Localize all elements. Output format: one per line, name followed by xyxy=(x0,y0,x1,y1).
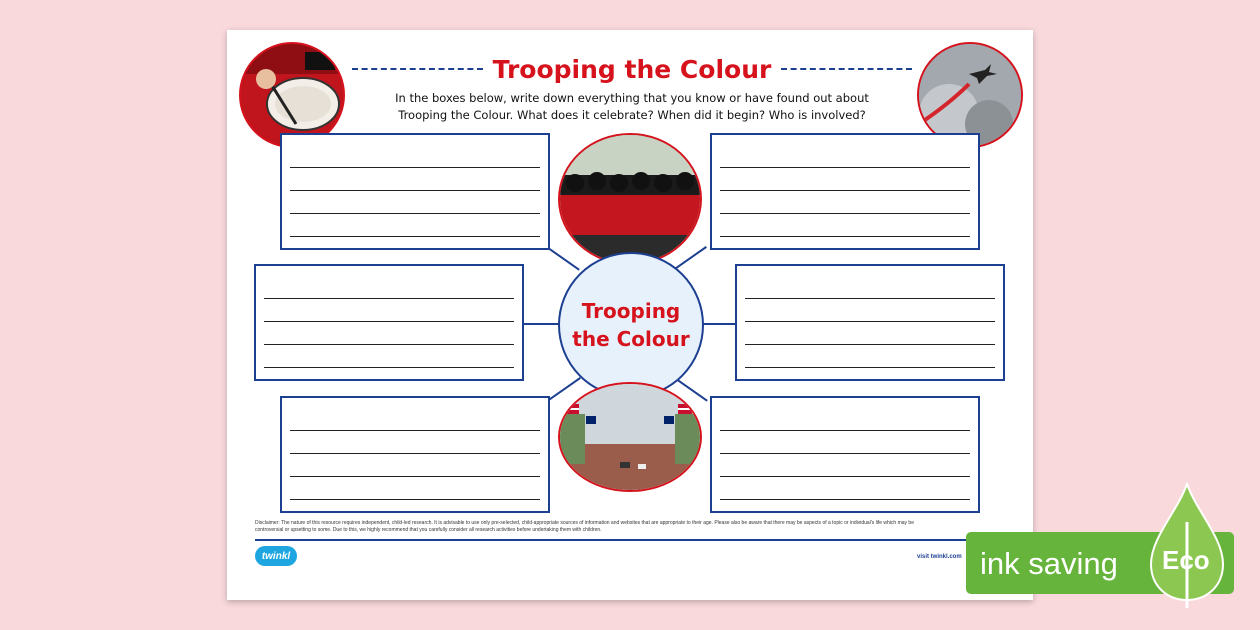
connector-right xyxy=(700,323,736,325)
instructions xyxy=(377,90,887,124)
connector-left xyxy=(524,323,560,325)
writing-box-middle-right[interactable] xyxy=(735,264,1005,381)
central-hub xyxy=(558,252,704,398)
writing-box-middle-left[interactable] xyxy=(254,264,524,381)
badge-label: ink saving xyxy=(980,546,1118,581)
eco-label: Eco xyxy=(1162,545,1210,575)
visit-link[interactable]: visit twinkl.com xyxy=(917,554,962,560)
footer-divider xyxy=(255,539,1007,541)
instructions-line: In the boxes below, write down everything that you know or have found out about xyxy=(395,91,869,105)
connector-top-right xyxy=(673,246,707,271)
disclaimer-line: controversial or upsetting to some. Due to this, we highly recommend that you carefully consider all research activities before undertaking them with children. xyxy=(255,527,602,533)
writing-box-top-right[interactable] xyxy=(710,133,980,250)
disclaimer xyxy=(255,520,1015,534)
writing-box-top-left[interactable] xyxy=(280,133,550,250)
hub-line: the Colour xyxy=(572,327,690,351)
guards-photo xyxy=(558,133,702,265)
writing-box-bottom-left[interactable] xyxy=(280,396,550,513)
title-row xyxy=(352,52,912,86)
page-title: Trooping the Colour xyxy=(492,54,772,84)
connector-bottom-left xyxy=(547,377,581,402)
worksheet-page xyxy=(227,30,1033,600)
writing-box-bottom-right[interactable] xyxy=(710,396,980,513)
disclaimer-line: Disclaimer: The nature of this resource requires independent, child-led research. It is advisable to use only pre-selected, child-appropriate sources of information and websites that are appropriate to their age. Please also be aware that there may be aspects of a topic or individual's life which may be xyxy=(255,520,914,526)
twinkl-logo[interactable]: twinkl xyxy=(255,546,297,566)
connector-top-left xyxy=(546,246,580,271)
title-dash-left xyxy=(352,68,483,70)
title-dash-right xyxy=(781,68,912,70)
hub-line: Trooping xyxy=(581,299,681,323)
mall-flags-photo xyxy=(558,382,702,492)
instructions-line: Trooping the Colour. What does it celebrate? When did it begin? Who is involved? xyxy=(398,108,866,122)
